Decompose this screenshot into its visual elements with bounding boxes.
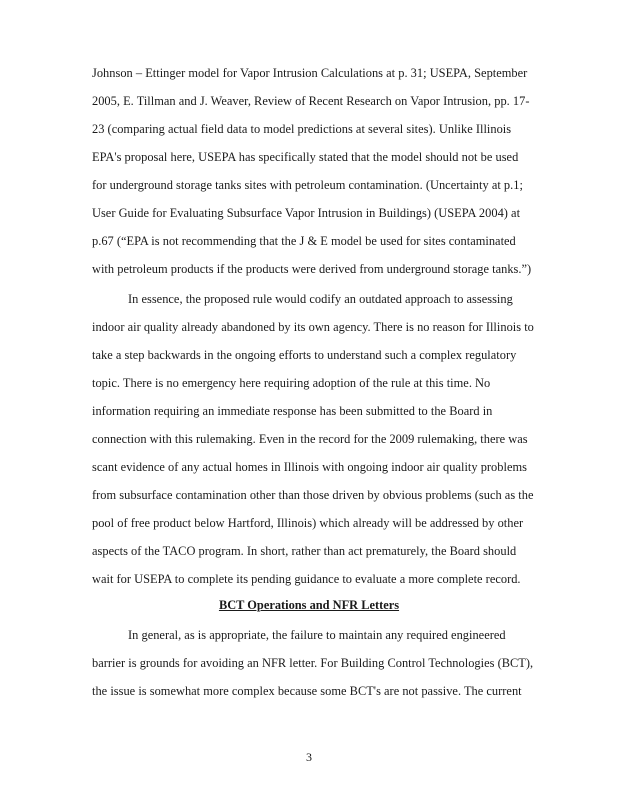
- text-line: scant evidence of any actual homes in Illinois with ongoing indoor air quality problems: [92, 460, 527, 474]
- text-line: 2005, E. Tillman and J. Weaver, Review of Recent Research on Vapor Intrusion, pp. 17-: [92, 94, 530, 108]
- text-line: Johnson – Ettinger model for Vapor Intrusion Calculations at p. 31; USEPA, September: [92, 66, 528, 80]
- page-number: 3: [306, 750, 312, 764]
- text-line: from subsurface contamination other than those driven by obvious problems (such as the: [92, 488, 534, 502]
- text-line: information requiring an immediate response has been submitted to the Board in: [92, 404, 493, 418]
- text-line: with petroleum products if the products were derived from underground storage tanks.”): [92, 262, 532, 276]
- text-line: the issue is somewhat more complex because some BCT's are not passive. The current: [92, 684, 522, 698]
- text-line: aspects of the TACO program. In short, rather than act prematurely, the Board should: [92, 544, 517, 558]
- text-line: take a step backwards in the ongoing efforts to understand such a complex regulatory: [92, 348, 517, 362]
- text-line: In essence, the proposed rule would codify an outdated approach to assessing: [128, 292, 513, 306]
- text-line: 23 (comparing actual field data to model predictions at several sites). Unlike Illinois: [92, 122, 512, 136]
- text-line: topic. There is no emergency here requiring adoption of the rule at this time. No: [92, 376, 491, 390]
- text-line: pool of free product below Hartford, Illinois) which already will be addressed by other: [92, 516, 524, 530]
- text-line: p.67 (“EPA is not recommending that the J & E model be used for sites contaminated: [92, 234, 516, 248]
- text-line: indoor air quality already abandoned by its own agency. There is no reason for Illinois to: [92, 320, 534, 334]
- text-line: EPA's proposal here, USEPA has specifically stated that the model should not be used: [92, 150, 519, 164]
- text-line: connection with this rulemaking. Even in the record for the 2009 rulemaking, there was: [92, 432, 528, 446]
- section-heading: BCT Operations and NFR Letters: [218, 598, 400, 612]
- text-line: barrier is grounds for avoiding an NFR letter. For Building Control Technologies (BCT),: [92, 656, 534, 670]
- text-line: wait for USEPA to complete its pending guidance to evaluate a more complete record.: [92, 572, 521, 586]
- text-line: User Guide for Evaluating Subsurface Vapor Intrusion in Buildings) (USEPA 2004) at: [92, 206, 521, 220]
- text-line: In general, as is appropriate, the failure to maintain any required engineered: [128, 628, 506, 642]
- text-line: for underground storage tanks sites with petroleum contamination. (Uncertainty at p.1;: [92, 178, 523, 192]
